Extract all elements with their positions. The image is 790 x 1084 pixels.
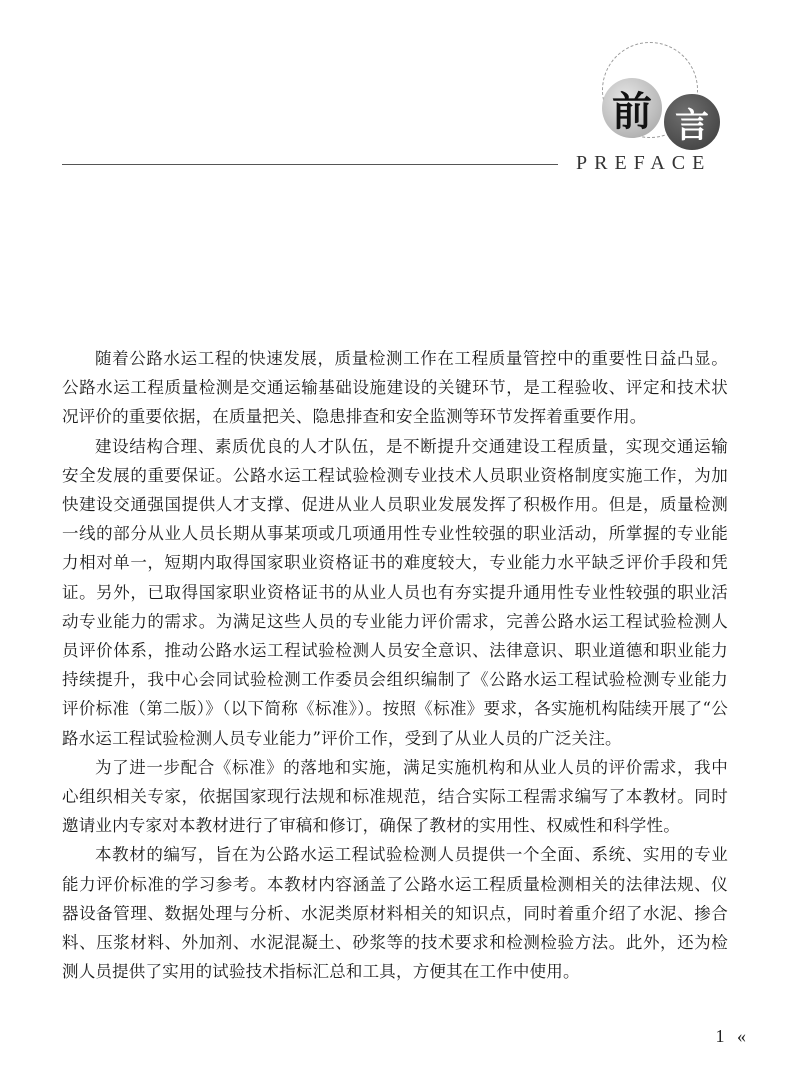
preface-label: PREFACE [576,152,712,174]
page-footer [716,1026,747,1047]
paragraph: 建设结构合理、素质优良的人才队伍，是不断提升交通建设工程质量，实现交通运输安全发展的重要保证。公路水运工程试验检测专业技术人员职业资格制度实施工作，为加快建设交通强国提供人才支撑、促进从业人员职业发展发挥了积极作用。但是，质量检测一线的部分从业人员长期从事某项或几项通用性专业性较强的职业活动，所掌握的专业能力相对单一，短期内取得国家职业资格证书的难度较大，专业能力水平缺乏评价手段和凭证。另外，已取得国家职业资格证书的从业人员也有夯实提升通用性专业性较强的职业活动专业能力的需求。为满足这些人员的专业能力评价需求，完善公路水运工程试验检测人员评价体系，推动公路水运工程试验检测人员安全意识、法律意识、职业道德和职业能力持续提升，我中心会同试验检测工作委员会组织编制了《公路水运工程试验检测专业能力评价标准（第二版）》（以下简称《标准》）。按照《标准》要求，各实施机构陆续开展了“公路水运工程试验检测人员专业能力”评价工作，受到了从业人员的广泛关注。 [62,436,728,748]
paragraph: 随着公路水运工程的快速发展，质量检测工作在工程质量管控中的重要性日益凸显。公路水运工程质量检测是交通运输基础设施建设的关键环节，是工程验收、评定和技术状况评价的重要依据，在质量把关、隐患排查和安全监测等环节发挥着重要作用。 [62,349,728,427]
paragraph: 为了进一步配合《标准》的落地和实施，满足实施机构和从业人员的评价需求，我中心组织相关专家，依据国家现行法规和标准规范，结合实际工程需求编写了本教材。同时邀请业内专家对本教材进行了审稿和修订，确保了教材的实用性、权威性和科学性。 [62,757,728,836]
page-marker-icon: « [737,1026,746,1046]
title-char-2: 言 [662,92,722,152]
preface-badge [594,38,734,146]
body-text [62,344,728,986]
page-number: 1 [715,1026,725,1046]
paragraph: 本教材的编写，旨在为公路水运工程试验检测人员提供一个全面、系统、实用的专业能力评价标准的学习参考。本教材内容涵盖了公路水运工程质量检测相关的法律法规、仪器设备管理、数据处理与分析、水泥类原材料相关的知识点，同时着重介绍了水泥、掺合料、压浆材料、外加剂、水泥混凝土、砂浆等的技术要求和检测检验方法。此外，还为检测人员提供了实用的试验技术指标汇总和工具，方便其在工作中使用。 [62,845,728,982]
title-char-1: 前 [602,78,662,138]
header-rule [62,164,558,165]
